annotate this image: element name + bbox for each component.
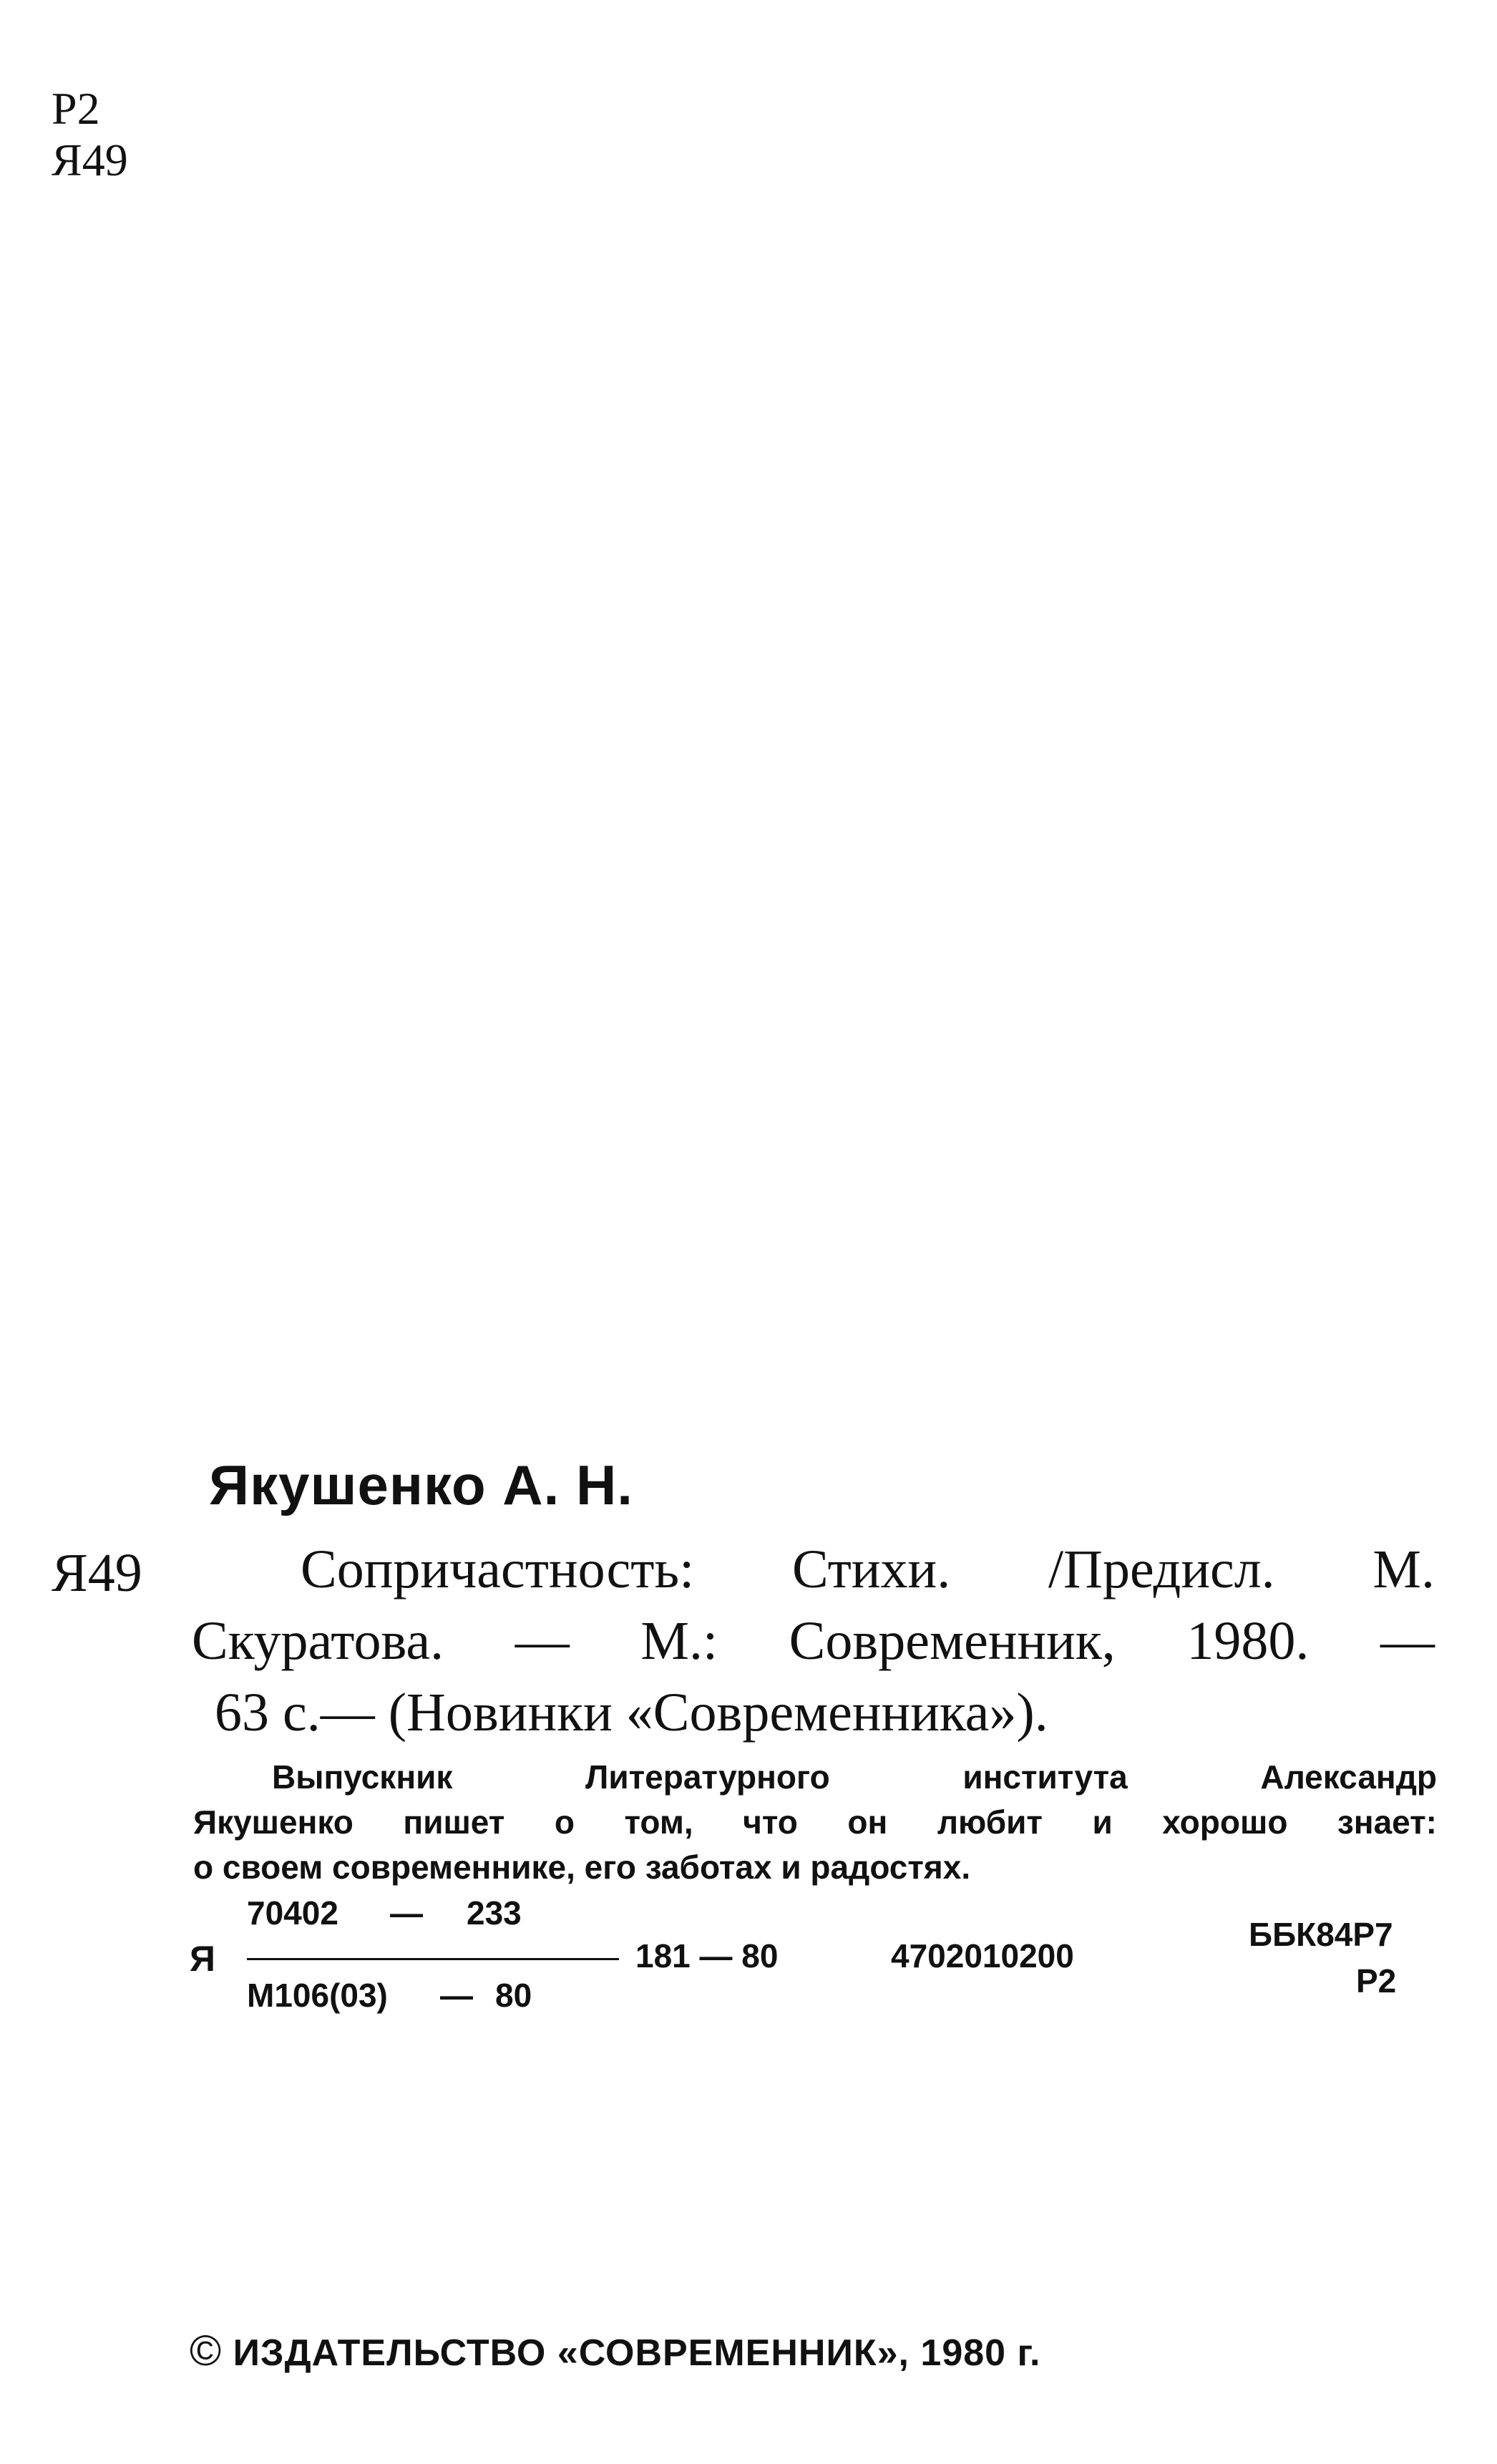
copyright-text: ИЗДАТЕЛЬСТВО «СОВРЕМЕННИК», 1980 г. xyxy=(233,2332,1041,2374)
order-number: 181 — 80 xyxy=(635,1937,779,1974)
fraction-line xyxy=(247,1958,619,1960)
margin-author-code: Я49 xyxy=(52,1543,142,1603)
bbk-code-line1: ББК84Р7 xyxy=(1249,1916,1393,1953)
index-numerator-right: 233 xyxy=(467,1894,522,1932)
copyright-sign: © xyxy=(190,2327,223,2375)
index-numerator-left: 70402 xyxy=(247,1894,338,1932)
isbn-code: 4702010200 xyxy=(891,1937,1074,1974)
annotation-line3: о своем современнике, его заботах и радостях. xyxy=(193,1849,971,1886)
index-letter: Я xyxy=(190,1939,215,1979)
copyright-notice xyxy=(190,2326,1040,2375)
author-heading: Якушенко А. Н. xyxy=(209,1453,633,1516)
bibliographic-record-line1: Сопричастность: Стихи. /Предисл. М. xyxy=(301,1539,1435,1599)
bibliographic-record-line3: 63 с.— (Новинки «Современника»). xyxy=(215,1683,1048,1743)
index-numerator-dash: — xyxy=(390,1894,423,1932)
index-denominator-dash: — xyxy=(440,1977,473,2014)
index-denominator-left: М106(03) xyxy=(247,1977,388,2014)
bibliographic-record-line2: Скуратова. — М.: Современник, 1980. — xyxy=(192,1611,1435,1671)
classification-code-line1: Р2 xyxy=(52,83,100,134)
annotation-line2: Якушенко пишет о том, что он любит и хорошо знает: xyxy=(193,1803,1437,1841)
bbk-code-line2: Р2 xyxy=(1356,1962,1397,2000)
classification-code-line2: Я49 xyxy=(52,135,128,185)
index-denominator-right: 80 xyxy=(495,1977,532,2014)
annotation-line1: Выпускник Литературного института Александр xyxy=(272,1758,1437,1796)
